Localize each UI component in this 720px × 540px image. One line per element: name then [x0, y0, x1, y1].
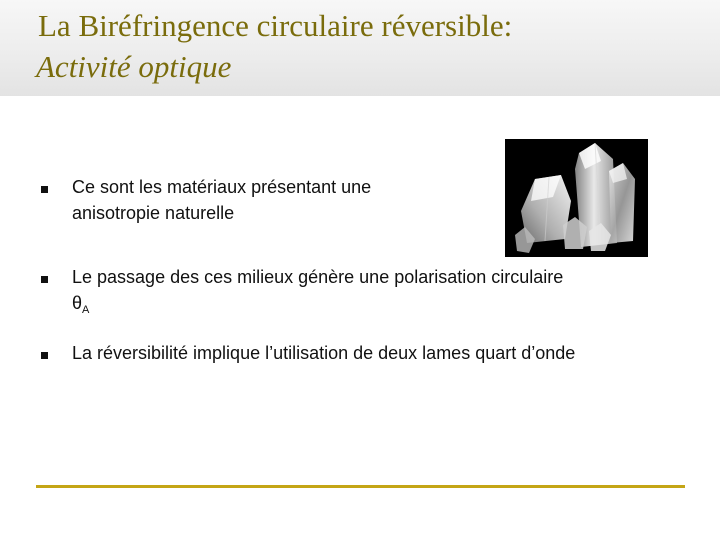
bullet-1-line-1: Ce sont les matériaux présentant une	[72, 177, 372, 197]
theta-subscript: A	[82, 304, 90, 316]
quartz-crystals-image	[505, 139, 648, 257]
bullet-2-line-2	[72, 290, 672, 316]
footer-rule	[36, 485, 685, 488]
bullet-1-line-2: anisotropie naturelle	[72, 203, 235, 223]
bullet-text-3	[72, 340, 692, 366]
bullet-text-1	[72, 174, 371, 226]
bullet-3-line-1: La réversibilité implique l’utilisation de deux lames quart d’onde	[72, 343, 576, 363]
quartz-crystals-drawing	[505, 139, 648, 257]
slide-title: La Biréfringence circulaire réversible:	[38, 8, 513, 43]
slide-subtitle: Activité optique	[36, 49, 232, 84]
bullet-marker-1	[41, 186, 48, 193]
bullet-marker-2	[41, 276, 48, 283]
bullet-2-line-1: Le passage des ces milieux génère une polarisation circulaire	[72, 267, 564, 287]
title-band	[0, 0, 720, 96]
bullet-text-2	[72, 264, 672, 316]
bullet-marker-3	[41, 352, 48, 359]
theta-symbol: θ	[72, 293, 83, 313]
